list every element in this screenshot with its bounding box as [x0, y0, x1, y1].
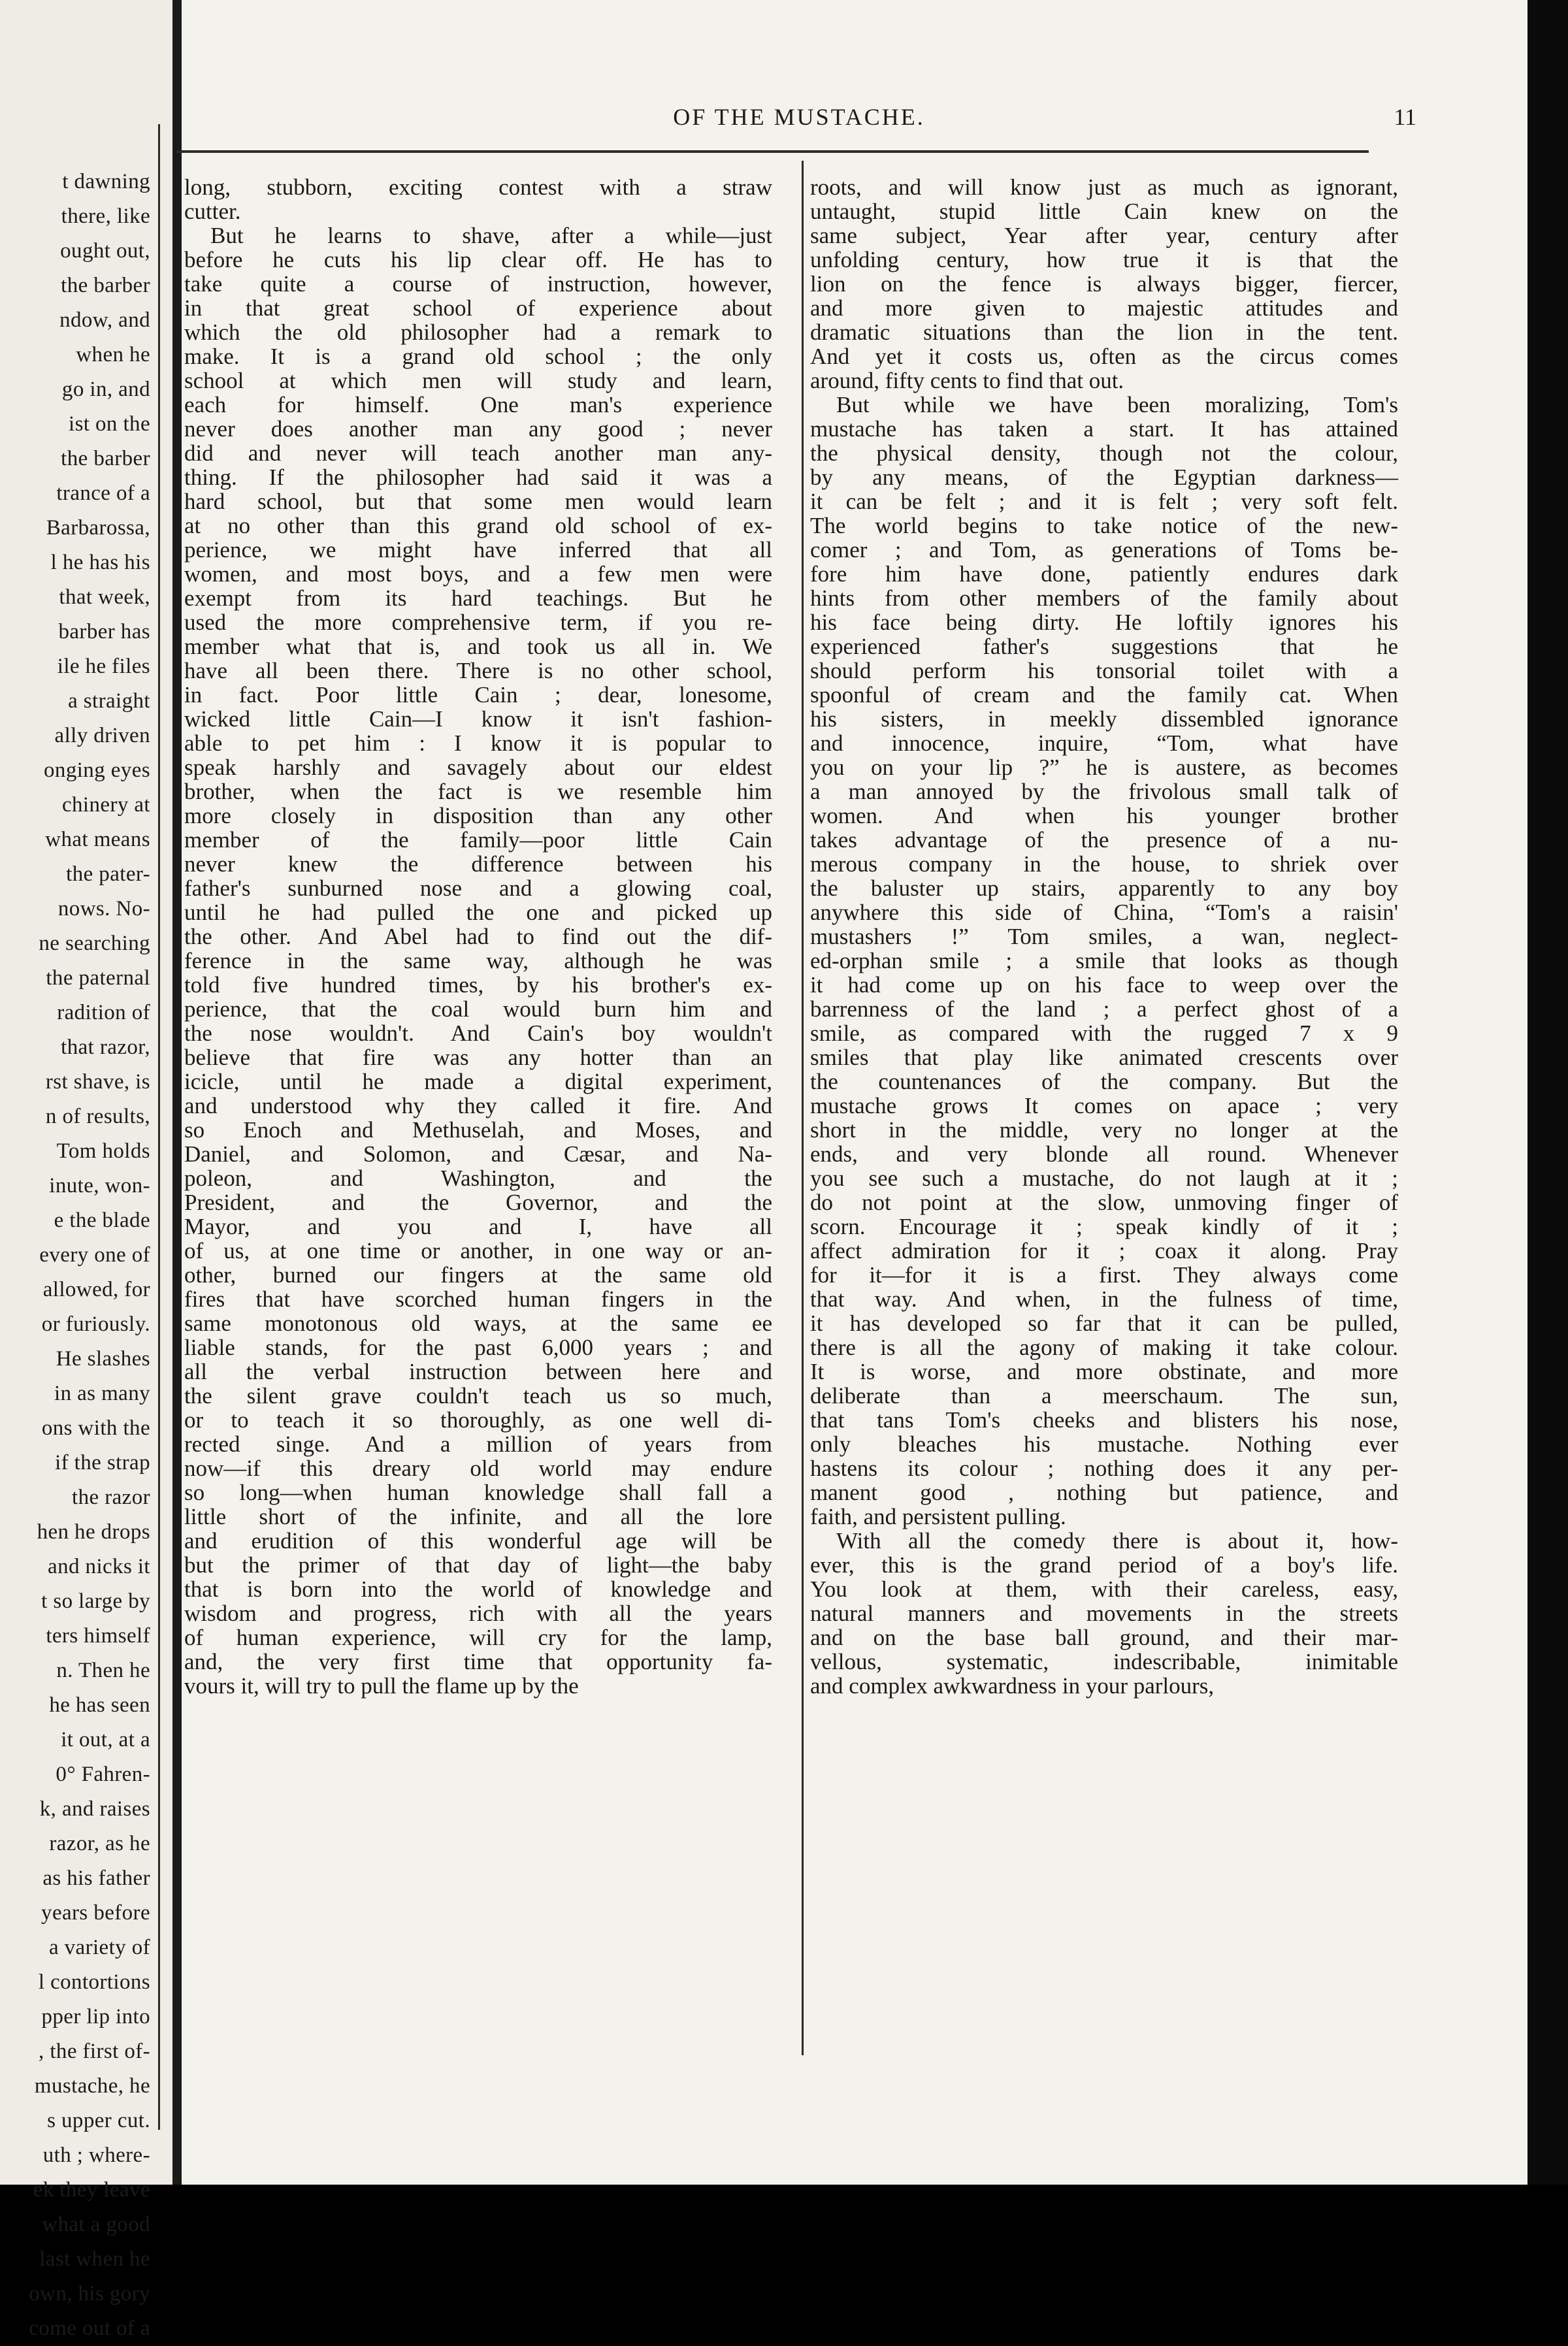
text-line: k, and raises — [39, 1797, 150, 1821]
text-line: icicle, until he made a digital experiment, — [184, 1069, 772, 1094]
text-line: ever, this is the grand period of a boy's life. — [810, 1552, 1398, 1578]
text-line: allowed, for — [42, 1278, 150, 1301]
previous-page-column-rule — [158, 124, 160, 2130]
text-line: take quite a course of instruction, however, — [184, 271, 772, 297]
text-line: n. Then he — [56, 1659, 150, 1682]
text-line: so long—when human knowledge shall fall a — [184, 1480, 772, 1505]
text-line: used the more comprehensive term, if you re- — [184, 610, 772, 635]
text-line: same monotonous old ways, at the same ee — [184, 1311, 772, 1336]
text-line: last when he — [39, 2247, 150, 2271]
text-line: ought out, — [60, 239, 150, 263]
text-line: smiles that play like animated crescents over — [810, 1045, 1398, 1070]
text-line: nows. No- — [57, 897, 150, 920]
text-line: go in, and — [61, 378, 150, 401]
text-line: before he cuts his lip clear off. He has to — [184, 247, 772, 272]
text-line: wicked little Cain—I know it isn't fashion- — [184, 706, 772, 732]
text-line: the baluster up stairs, apparently to any boy — [810, 875, 1398, 901]
text-line: that week, — [59, 585, 150, 609]
text-line: member what that is, and took us all in. We — [184, 634, 772, 659]
text-line: inute, won- — [49, 1174, 150, 1197]
text-line: in as many — [54, 1382, 150, 1405]
text-line: only bleaches his mustache. Nothing ever — [810, 1431, 1398, 1457]
text-line: do not point at the slow, unmoving finger of — [810, 1190, 1398, 1215]
text-line: and more given to majestic attitudes and — [810, 295, 1398, 321]
text-line: chinery at — [61, 793, 150, 817]
text-line: mustashers !” Tom smiles, a wan, neglect- — [810, 924, 1398, 949]
text-line: fires that have scorched human fingers in the — [184, 1286, 772, 1312]
text-line: now—if this dreary old world may endure — [184, 1456, 772, 1481]
text-line: and nicks it — [48, 1555, 150, 1578]
text-line: perience, that the coal would burn him and — [184, 996, 772, 1022]
text-line: more closely in disposition than any other — [184, 803, 772, 828]
text-line: trance of a — [56, 481, 150, 505]
text-line: you on your lip ?” he is austere, as becomes — [810, 755, 1398, 780]
text-line: you see such a mustache, do not laugh at it ; — [810, 1165, 1398, 1191]
text-line: fore him have done, patiently endures dark — [810, 561, 1398, 587]
text-line: hints from other members of the family about — [810, 585, 1398, 611]
text-line: Mayor, and you and I, have all — [184, 1214, 772, 1239]
text-line: He slashes — [56, 1347, 150, 1371]
text-line: a man annoyed by the frivolous small talk of — [810, 779, 1398, 804]
text-line: radition of — [57, 1001, 150, 1024]
text-line: affect admiration for it ; coax it along. Pray — [810, 1238, 1398, 1263]
text-line: Barbarossa, — [46, 516, 150, 540]
text-line: manent good , nothing but patience, and — [810, 1480, 1398, 1505]
text-line: as his father — [42, 1866, 150, 1890]
text-line: it has developed so far that it can be pulled, — [810, 1311, 1398, 1336]
text-line: the barber — [61, 447, 150, 470]
text-line: the paternal — [46, 966, 150, 990]
text-line: ek they leave — [33, 2178, 150, 2202]
text-line: told five hundred times, by his brother's ex- — [184, 972, 772, 998]
text-line: speak harshly and savagely about our eldest — [184, 755, 772, 780]
text-line: and erudition of this wonderful age will be — [184, 1528, 772, 1554]
text-line: ference in the same way, although he was — [184, 948, 772, 973]
text-line: unfolding century, how true it is that the — [810, 247, 1398, 272]
previous-page-text-column — [0, 165, 154, 2346]
text-line: barrenness of the land ; a perfect ghost of a — [810, 996, 1398, 1022]
text-line: he has seen — [49, 1693, 150, 1717]
text-line: You look at them, with their careless, easy, — [810, 1576, 1398, 1602]
text-line: poleon, and Washington, and the — [184, 1165, 772, 1191]
text-line: wisdom and progress, rich with all the years — [184, 1601, 772, 1626]
text-line: that way. And when, in the fulness of time, — [810, 1286, 1398, 1312]
text-line: Tom holds — [56, 1139, 150, 1163]
text-line: and, the very first time that opportunity fa- — [184, 1649, 772, 1674]
text-line: ally driven — [54, 724, 150, 747]
text-line: ist on the — [69, 412, 150, 436]
text-line: what means — [45, 828, 150, 851]
text-line: the razor — [72, 1486, 150, 1509]
text-line: father's sunburned nose and a glowing coal, — [184, 875, 772, 901]
text-line: until he had pulled the one and picked up — [184, 900, 772, 925]
column-divider-rule — [802, 161, 804, 2055]
text-line: Daniel, and Solomon, and Cæsar, and Na- — [184, 1141, 772, 1167]
text-column-left — [184, 175, 772, 1698]
header-rule — [176, 150, 1369, 153]
text-line: come out of a — [29, 2317, 150, 2340]
text-line: a straight — [68, 689, 150, 713]
text-line: vellous, systematic, indescribable, inimitable — [810, 1649, 1398, 1674]
text-line: l he has his — [50, 551, 150, 574]
text-line: ed-orphan smile ; a smile that looks as though — [810, 948, 1398, 973]
text-line: anywhere this side of China, “Tom's a raisin' — [810, 900, 1398, 925]
text-line: the physical density, though not the colour, — [810, 440, 1398, 466]
text-line: school at which men will study and learn, — [184, 368, 772, 393]
text-line: vours it, will try to pull the flame up by the — [184, 1673, 579, 1699]
text-line: President, and the Governor, and the — [184, 1190, 772, 1215]
text-line: that tans Tom's cheeks and blisters his nose, — [810, 1407, 1398, 1433]
text-line: thing. If the philosopher had said it was a — [184, 464, 772, 490]
text-line: the nose wouldn't. And Cain's boy wouldn't — [184, 1020, 772, 1046]
text-line: smile, as compared with the rugged 7 x 9 — [810, 1020, 1398, 1046]
text-line: in that great school of experience about — [184, 295, 772, 321]
previous-page-fragment — [0, 0, 172, 2340]
text-line: other, burned our fingers at the same old — [184, 1262, 772, 1288]
text-line: mustache has taken a start. It has attained — [810, 416, 1398, 442]
text-line: ne searching — [39, 932, 150, 955]
text-line: that is born into the world of knowledge and — [184, 1576, 772, 1602]
text-line: razor, as he — [49, 1832, 150, 1855]
text-line: untaught, stupid little Cain knew on the — [810, 199, 1398, 224]
text-line: of us, at one time or another, in one way or an- — [184, 1238, 772, 1263]
text-line: but the primer of that day of light—the baby — [184, 1552, 772, 1578]
text-line: brother, when the fact is we resemble him — [184, 779, 772, 804]
text-line: perience, we might have inferred that all — [184, 537, 772, 562]
page-number: 11 — [1394, 104, 1416, 130]
text-line: women, and most boys, and a few men were — [184, 561, 772, 587]
text-line: uth ; where- — [42, 2143, 150, 2167]
text-line: deliberate than a meerschaum. The sun, — [810, 1383, 1398, 1409]
text-line: or to teach it so thoroughly, as one well di- — [184, 1407, 772, 1433]
text-line: a variety of — [48, 1936, 150, 1959]
text-line: hastens its colour ; nothing does it any per- — [810, 1456, 1398, 1481]
text-line: and understood why they called it fire. And — [184, 1093, 772, 1118]
text-line: And yet it costs us, often as the circus comes — [810, 344, 1398, 369]
text-line: what a good — [42, 2213, 150, 2236]
text-line: each for himself. One man's experience — [184, 392, 772, 417]
text-line: women. And when his younger brother — [810, 803, 1398, 828]
text-line: n of results, — [45, 1105, 150, 1128]
text-line: own, his gory — [29, 2282, 150, 2305]
text-line: merous company in the house, to shriek over — [810, 851, 1398, 877]
text-line: his sisters, in meekly dissembled ignorance — [810, 706, 1398, 732]
text-line: comer ; and Tom, as generations of Toms be- — [810, 537, 1398, 562]
text-line: onging eyes — [44, 758, 150, 782]
page-gutter-shadow — [172, 0, 182, 2185]
text-line: believe that fire was any hotter than an — [184, 1045, 772, 1070]
text-line: scorn. Encourage it ; speak kindly of it ; — [810, 1214, 1398, 1239]
text-line: pper lip into — [41, 2005, 150, 2028]
text-line: t so large by — [41, 1589, 150, 1613]
text-line: member of the family—poor little Cain — [184, 827, 772, 853]
text-line: there, like — [61, 204, 150, 228]
text-line: the silent grave couldn't teach us so much, — [184, 1383, 772, 1409]
text-line: when he — [76, 343, 150, 367]
text-line: have all been there. There is no other school, — [184, 658, 772, 683]
text-line: by any means, of the Egyptian darkness— — [810, 464, 1398, 490]
text-line: it had come up on his face to weep over the — [810, 972, 1398, 998]
text-line: never does another man any good ; never — [184, 416, 772, 442]
text-line: make. It is a grand old school ; the only — [184, 344, 772, 369]
text-line: little short of the infinite, and all the lore — [184, 1504, 772, 1529]
text-line: dramatic situations than the lion in the tent. — [810, 319, 1398, 345]
text-line: faith, and persistent pulling. — [810, 1504, 1066, 1529]
text-line: But he learns to shave, after a while—just — [210, 223, 772, 248]
text-line: the barber — [61, 274, 150, 297]
text-line: for it—for it is a first. They always come — [810, 1262, 1398, 1288]
text-line: l contortions — [38, 1970, 150, 1994]
text-line: ons with the — [41, 1416, 150, 1440]
text-line: years before — [41, 1901, 150, 1925]
text-line: and innocence, inquire, “Tom, what have — [810, 730, 1398, 756]
text-line: the pater- — [66, 862, 150, 886]
text-line: of human experience, will cry for the lamp, — [184, 1625, 772, 1650]
text-line: at no other than this grand old school of ex- — [184, 513, 772, 538]
text-line: long, stubborn, exciting contest with a straw — [184, 174, 772, 200]
text-line: all the verbal instruction between here and — [184, 1359, 772, 1384]
text-line: takes advantage of the presence of a nu- — [810, 827, 1398, 853]
text-line: it can be felt ; and it is felt ; very soft felt. — [810, 489, 1398, 514]
text-line: the other. And Abel had to find out the dif- — [184, 924, 772, 949]
text-line: s upper cut. — [47, 2109, 150, 2132]
text-line: spoonful of cream and the family cat. When — [810, 682, 1398, 708]
text-line: never knew the difference between his — [184, 851, 772, 877]
text-line: e the blade — [54, 1209, 150, 1232]
text-line: hen he drops — [37, 1520, 150, 1544]
text-line: did and never will teach another man any- — [184, 440, 772, 466]
text-line: should perform his tonsorial toilet with a — [810, 658, 1398, 683]
text-line: 0° Fahren- — [56, 1763, 150, 1786]
text-line: It is worse, and more obstinate, and more — [810, 1359, 1398, 1384]
running-header-title: OF THE MUSTACHE. — [673, 104, 925, 130]
text-line: exempt from its hard teachings. But he — [184, 585, 772, 611]
text-line: mustache grows It comes on apace ; very — [810, 1093, 1398, 1118]
text-line: rst shave, is — [45, 1070, 150, 1094]
text-line: his face being dirty. He loftily ignores his — [810, 610, 1398, 635]
text-column-right — [810, 175, 1398, 1698]
text-line: natural manners and movements in the streets — [810, 1601, 1398, 1626]
text-line: that razor, — [61, 1035, 150, 1059]
text-line: roots, and will know just as much as ignorant, — [810, 174, 1398, 200]
text-line: ile he files — [57, 655, 150, 678]
text-line: able to pet him : I know it is popular to — [184, 730, 772, 756]
text-line: ends, and very blonde all round. Whenever — [810, 1141, 1398, 1167]
text-line: barber has — [58, 620, 150, 644]
text-line: lion on the fence is always bigger, fiercer, — [810, 271, 1398, 297]
text-line: ndow, and — [59, 308, 150, 332]
text-line: short in the middle, very no longer at the — [810, 1117, 1398, 1143]
text-line: or furiously. — [41, 1312, 150, 1336]
text-line: liable stands, for the past 6,000 years ; and — [184, 1335, 772, 1360]
text-line: around, fifty cents to find that out. — [810, 368, 1124, 393]
text-line: But while we have been moralizing, Tom's — [836, 392, 1398, 417]
text-line: every one of — [39, 1243, 150, 1267]
text-line: and on the base ball ground, and their mar- — [810, 1625, 1398, 1650]
text-line: ters himself — [46, 1624, 150, 1648]
text-line: same subject, Year after year, century after — [810, 223, 1398, 248]
text-line: cutter. — [184, 199, 241, 224]
text-line: it out, at a — [61, 1728, 150, 1751]
text-line: and complex awkwardness in your parlours, — [810, 1673, 1215, 1699]
text-line: hard school, but that some men would learn — [184, 489, 772, 514]
running-header — [182, 103, 1416, 136]
text-line: in fact. Poor little Cain ; dear, lonesome, — [184, 682, 772, 708]
text-line: mustache, he — [34, 2074, 150, 2098]
text-line: t dawning — [62, 170, 150, 193]
text-line: rected singe. And a million of years from — [184, 1431, 772, 1457]
text-line: With all the comedy there is about it, how- — [836, 1528, 1398, 1554]
text-line: which the old philosopher had a remark to — [184, 319, 772, 345]
text-line: the countenances of the company. But the — [810, 1069, 1398, 1094]
text-line: The world begins to take notice of the new- — [810, 513, 1398, 538]
text-line: there is all the agony of making it take colour. — [810, 1335, 1398, 1360]
text-line: experienced father's suggestions that he — [810, 634, 1398, 659]
text-line: , the first of- — [39, 2040, 150, 2063]
text-line: if the strap — [55, 1451, 150, 1474]
text-line: so Enoch and Methuselah, and Moses, and — [184, 1117, 772, 1143]
